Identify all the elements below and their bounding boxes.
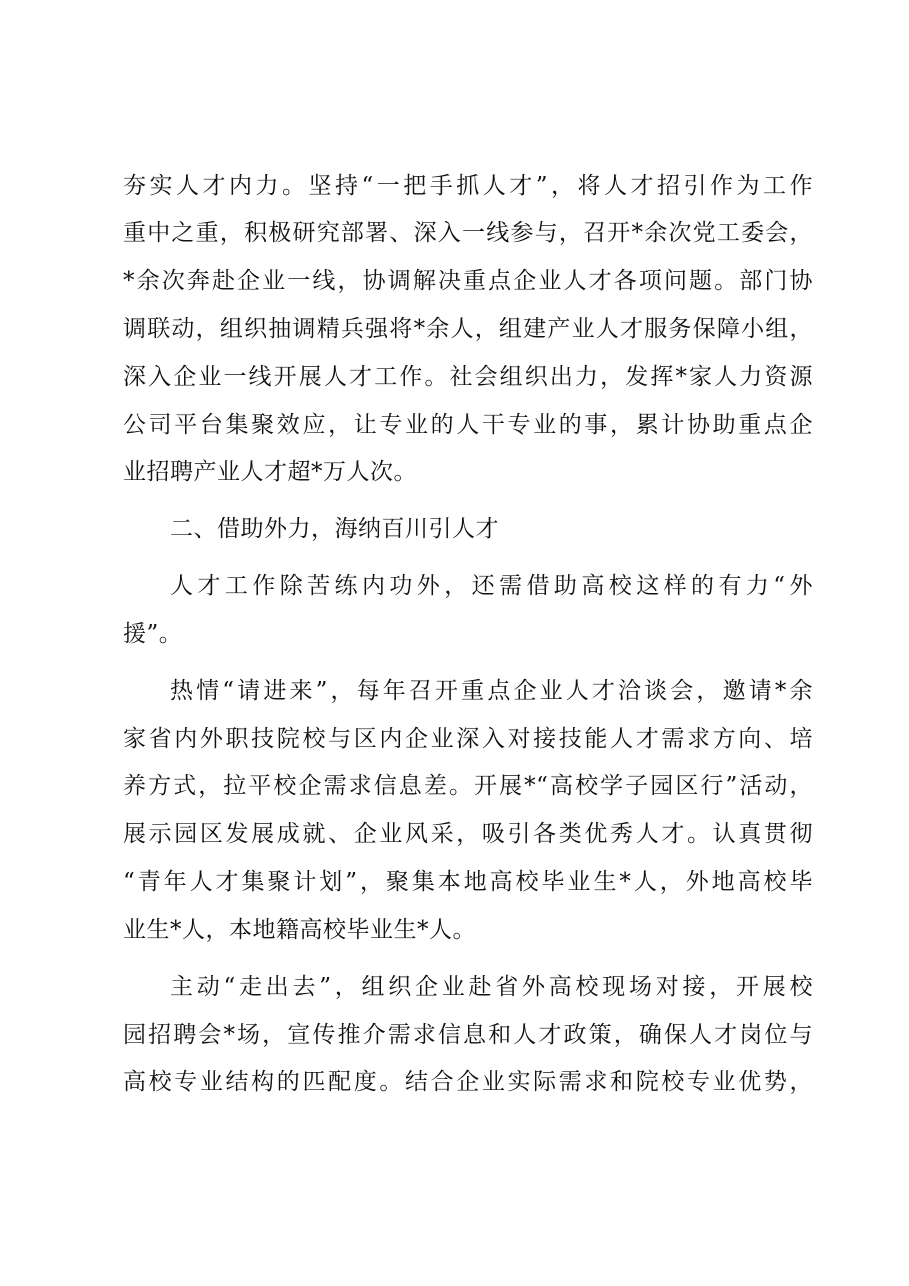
paragraph-4-line-1: 主动“走出去”，组织企业赴省外高校现场对接，开展校 xyxy=(170,974,813,1000)
paragraph-4-line-2: 园招聘会*场，宣传推介需求信息和人才政策，确保人才岗位与 xyxy=(123,1022,813,1048)
paragraph-3-line-1: 热情“请进来”，每年召开重点企业人才洽谈会，邀请*余 xyxy=(170,678,813,704)
paragraph-1-line-7: 业招聘产业人才超*万人次。 xyxy=(123,459,417,485)
paragraph-1-line-3: *余次奔赴企业一线，协调解决重点企业人才各项问题。部门协 xyxy=(123,268,813,294)
paragraph-1-line-2: 重中之重，积极研究部署、深入一线参与，召开*余次党工委会， xyxy=(123,220,813,246)
paragraph-1-line-1: 夯实人才内力。坚持“一把手抓人才”，将人才招引作为工作 xyxy=(123,173,813,199)
paragraph-2-line-1: 人才工作除苦练内功外，还需借助高校这样的有力“外 xyxy=(170,573,813,599)
paragraph-4-line-3: 高校专业结构的匹配度。结合企业实际需求和院校专业优势， xyxy=(123,1069,813,1095)
paragraph-3-line-4: 展示园区发展成就、企业风采，吸引各类优秀人才。认真贯彻 xyxy=(123,821,813,847)
paragraph-3-line-5: “青年人才集聚计划”，聚集本地高校毕业生*人，外地高校毕 xyxy=(123,869,813,895)
paragraph-2-line-2: 援”。 xyxy=(123,621,183,647)
paragraph-3-line-3: 养方式，拉平校企需求信息差。开展*“高校学子园区行”活动， xyxy=(123,773,813,799)
paragraph-1-line-4: 调联动，组织抽调精兵强将*余人，组建产业人才服务保障小组， xyxy=(123,316,813,342)
section-heading: 二、借助外力，海纳百川引人才 xyxy=(170,516,499,542)
paragraph-3-line-2: 家省内外职技院校与区内企业深入对接技能人才需求方向、培 xyxy=(123,726,813,752)
paragraph-1-line-6: 公司平台集聚效应，让专业的人干专业的事，累计协助重点企 xyxy=(123,412,813,438)
paragraph-1-line-5: 深入企业一线开展人才工作。社会组织出力，发挥*家人力资源 xyxy=(123,364,813,390)
paragraph-3-line-6: 业生*人，本地籍高校毕业生*人。 xyxy=(123,917,476,943)
